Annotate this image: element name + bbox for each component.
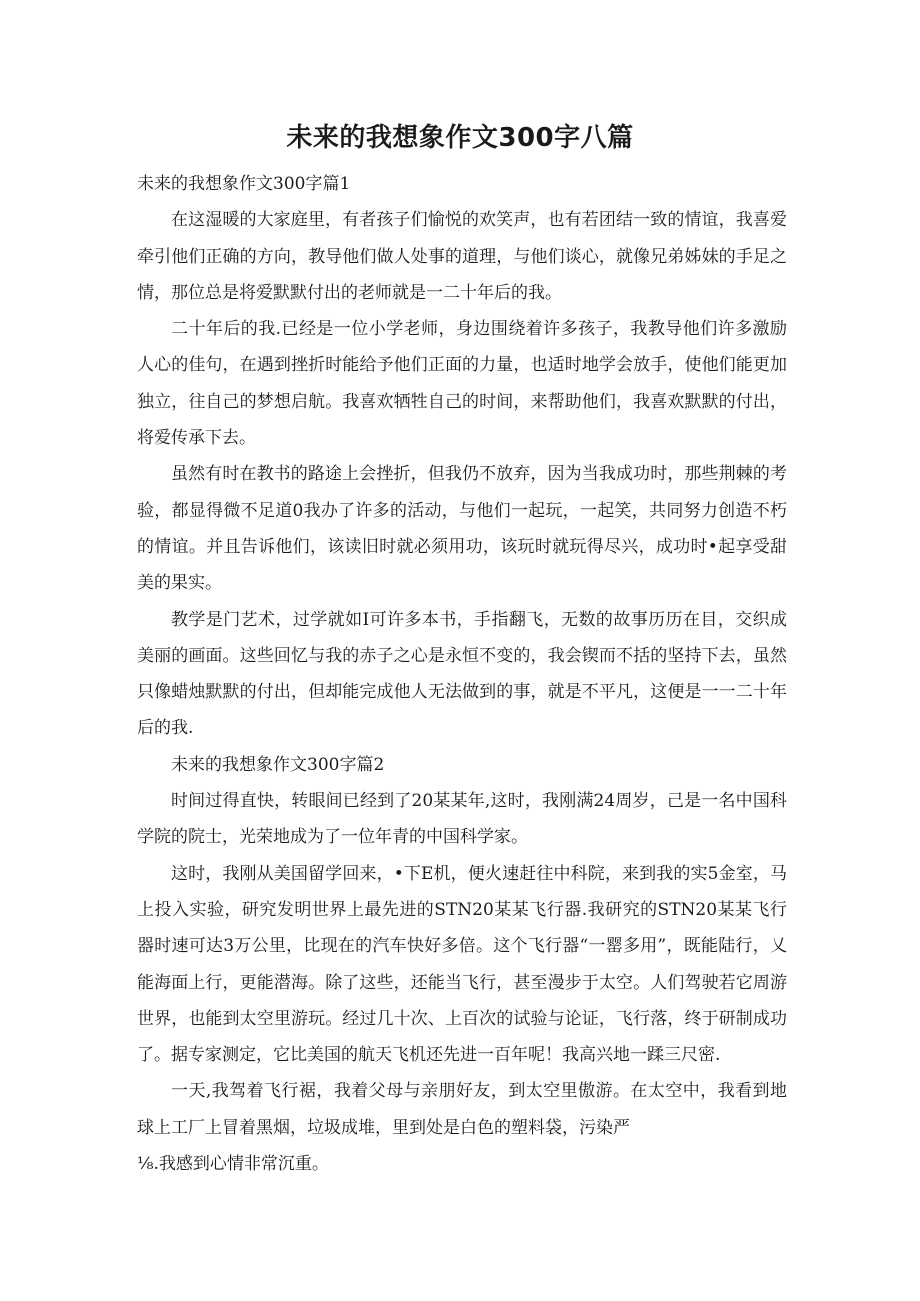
document-title: 未来的我想象作文300字八篇 — [286, 123, 634, 153]
paragraph: 教学是门艺术，过学就如I可许多本书，手指翻飞，无数的故事历历在目，交织成美丽的画面。这些回忆与我的赤子之心是永恒不变的，我会锲而不括的坚持下去，虽然只像蜡烛默默的付出，但却能完成他人无法做到的事，就是不平凡，这便是一一二十年后的我. — [137, 609, 787, 739]
paragraph: 在这湿暖的大家庭里，有者孩子们愉悦的欢笑声，也有若团结一致的情谊，我喜爱牵引他们正确的方向，教导他们做人处事的道理，与他们谈心，就像兄弟姊妹的手足之情，那位总是将爱默默付出的老师就是一二十年后的我。 — [137, 210, 787, 303]
paragraph: 虽然有时在教书的路途上会挫折，但我仍不放弃，因为当我成功时，那些荆棘的考验，都显得微不足道0我办了许多的活动，与他们一起玩，一起笑，共同努力创造不朽的情谊。并且告诉他们，该读旧时就必须用功，该玩时就玩得尽兴，成功时•起享受甜美的果实。 — [137, 464, 787, 594]
paragraph: 二十年后的我.已经是一位小学老师，身边围绕着许多孩子，我教导他们许多激励人心的佳句，在遇到挫折时能给予他们正面的力量，也适时地学会放手，使他们能更加独立，往自己的梦想启航。我喜欢牺牲自己的时间，来帮助他们，我喜欢默默的付出，将爱传承下去。 — [137, 319, 787, 449]
section-heading-2: 未来的我想象作文300字篇2 — [171, 754, 385, 775]
document-body — [137, 166, 787, 1182]
paragraph-continuation: ⅛.我感到心情非常沉重。 — [137, 1154, 329, 1175]
paragraph: 时间过得直快，转眼间已经到了20某某年,这时，我刚满24周岁，己是一名中国科学院的院士，光荣地成为了一位年青的中国科学家。 — [137, 791, 787, 848]
paragraph: 这时，我刚从美国留学回来，•下E机，便火速赶往中科院，来到我的实5金室，马上投入实验，研究发明世界上最先进的STN20某某飞行器.我研究的STN20某某飞行器时速可达3万公里，比现在的汽车快好多倍。这个飞行器“一罂多用”，既能陆行，乂能海面上行，更能潜海。除了这些，还能当飞行，甚至漫步于太空。人们驾驶若它周游世界，也能到太空里游玩。经过几十次、上百次的试验与论证，飞行落，终于研制成功了。据专家测定，它比美国的航天飞机还先进一百年呢！我高兴地一蹂三尺密. — [137, 863, 787, 1066]
section-heading-1: 未来的我想象作文300字篇1 — [137, 174, 351, 194]
paragraph: 一天,我驾着飞行裾，我着父母与亲朋好友，到太空里傲游。在太空中，我看到地球上工厂上冒着黑烟，垃圾成堆，里到处是白色的塑料袋，污染严 — [137, 1081, 787, 1138]
